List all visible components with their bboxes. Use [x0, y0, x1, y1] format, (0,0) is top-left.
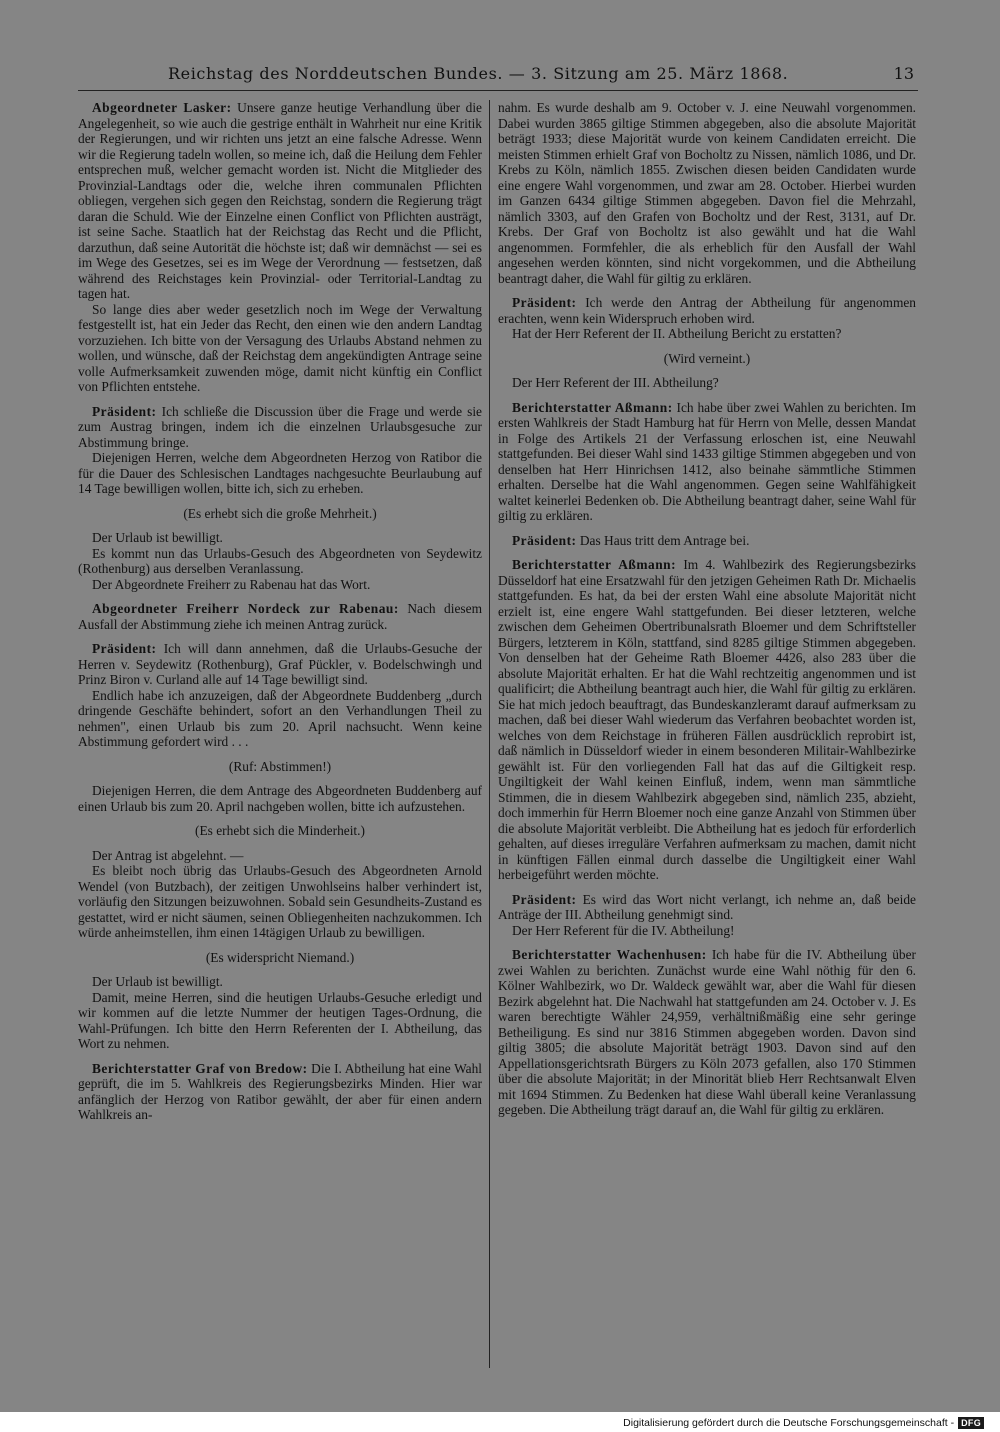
paragraph-text: Der Herr Referent der III. Abtheilung? — [512, 375, 719, 390]
paragraph — [498, 326, 916, 342]
paragraph-text: Der Urlaub ist bewilligt. — [92, 530, 223, 545]
paragraph — [78, 990, 482, 1052]
speaker-name: Berichterstatter Wachenhusen: — [512, 947, 707, 962]
footer-credit — [623, 1417, 984, 1429]
paragraph-text: Ich habe über zwei Wahlen zu berichten. Im ersten Wahlkreis der Stadt Hamburg hat für Herrn von Melle, dessen Mandat in Folge des Artikels 21 der Verfassung erloschen ist, eine Neuwahl stattgefunden. Bei dieser Wahl sind 1433 giltige Stimmen abgegeben und von denselben hat Herr Hinrichsen 1412, also beinahe sämmtliche Stimmen erhalten. Derselbe hat die Wahl angenommen. Gegen seine Wahlfähigkeit waltet keinerlei Bedenken ob. Die Abtheilung beantragt daher, seine Wahl für giltig zu erklären. — [498, 399, 916, 523]
speaker-name: Präsident: — [512, 891, 577, 907]
paragraph — [78, 404, 482, 451]
paragraph-text: Ich werde den Antrag der Abtheilung für angenommen erachten, wenn kein Widerspruch erhoben wird. — [498, 295, 916, 326]
paragraph — [498, 557, 916, 883]
header-title: Reichstag des Norddeutschen Bundes. — 3. Sitzung am 25. März 1868. — [168, 64, 789, 83]
paragraph — [498, 100, 916, 286]
right-text-column — [498, 100, 916, 1118]
paragraph-text: So lange dies aber weder gesetzlich noch im Wege der Verwaltung festgestellt ist, hat ein Jeder das Recht, den einen wie den andern Landtag vorzuziehen. Ich bitte von der Versagung des Urlaubs Abstand nehmen zu wollen, und wünsche, daß der Reichstag dem angekündigten Antrage seine volle Aufmerksamkeit zuwenden möge, damit nicht künftig ein Conflict von Pflichten entstehe. — [78, 301, 482, 394]
paragraph-text: (Ruf: Abstimmen!) — [228, 758, 332, 774]
paragraph — [78, 302, 482, 395]
left-text-column — [78, 100, 482, 1123]
speaker-name: Berichterstatter Graf von Bredow: — [92, 1060, 308, 1076]
column-divider — [489, 100, 490, 1368]
paragraph-text: (Wird verneint.) — [663, 350, 751, 366]
stage-direction — [78, 950, 482, 966]
speaker-name: Präsident: — [512, 295, 577, 310]
paragraph-text: Das Haus tritt dem Antrage bei. — [576, 532, 750, 548]
speaker-name: Abgeordneter Lasker: — [92, 100, 232, 115]
paragraph — [78, 641, 482, 688]
paragraph-text: Der Urlaub ist bewilligt. — [92, 974, 223, 989]
stage-direction — [498, 351, 916, 367]
paragraph-text: Endlich habe ich anzuzeigen, daß der Abgeordnete Buddenberg „durch dringende Geschäfte behindert, sofort an den Verhandlungen Theil zu nehmen", einen Urlaub bis zum 20. April nachsucht. Wenn keine Abstimmung gefordert wird . . . — [78, 687, 482, 749]
footer-text: Digitalisierung gefördert durch die Deutsche Forschungsgemeinschaft - — [623, 1417, 955, 1429]
paragraph-text: nahm. Es wurde deshalb am 9. October v. J. eine Neuwahl vorgenommen. Dabei wurden 3865 giltige Stimmen abgegeben, also die absolute Majorität beträgt 1933; diese Majorität wurde von keinem Candidaten erreicht. Die meisten Stimmen erhielt Graf von Bocholtz zu Nissen, nämlich 1086, und Dr. Krebs zu Köln, nämlich 1855. Zwischen diesen beiden Candidaten wurde eine engere Wahl vorgenommen, und zwar am 28. October. Hierbei wurden im Ganzen 6434 giltige Stimmen abgegeben. Davon fiel die Mehrzahl, nämlich 3303, auf den Grafen von Bocholtz und der Rest, 3131, auf Dr. Krebs. Der Graf von Bocholtz ist also gewählt und hat die Wahl angenommen. Formfehler, die als erheblich für den Ausfall der Wahl angesehen werden könnten, sind nicht vorgekommen, und die Abtheilung beantragt daher, die Wahl für giltig zu erklären. — [498, 100, 916, 286]
paragraph-text: Ich will dann annehmen, daß die Urlaubs-Gesuche der Herren v. Seydewitz (Rothenburg), Graf Pückler, v. Bodelschwingh und Prinz Biron v. Curland alle auf 14 Tage bewilligt sind. — [78, 641, 482, 687]
paragraph-text: Hat der Herr Referent der II. Abtheilung Bericht zu erstatten? — [512, 326, 842, 341]
paragraph-text: Im 4. Wahlbezirk des Regierungsbezirks Düsseldorf hat eine Ersatzwahl für den jetzigen Geheimen Rath Dr. Michaelis stattgefunden. Es hat, da bei der ersten Wahl eine absolute Majorität nicht erzielt ist, eine engere Wahl stattgefunden. Bei dieser letzteren, welche zwischen dem Geheimen Obertribunalsrath Bloemer und dem Schriftsteller Bürgers, letzterem in Köln, stattfand, sind 8285 giltige Stimmen abgegeben. Von denselben hat der Geheime Rath Bloemer 4426, also 283 über die absolute Majorität erhalten. Er hat die Wahl rechtzeitig angenommen und ist qualificirt; die Abtheilung beantragt auch hier, die Wahl für giltig zu erklären. Sie hat mich jedoch beauftragt, das Bundeskanzleramt darauf aufmerksam zu machen, daß bei dieser Wahl wiederum das Verfahren beobachtet worden ist, welches von dem Reichstage in früheren Fällen ausdrücklich reprobirt ist, daß nämlich in Düsseldorf wieder in einem besonderen Militair-Wahlbezirke gewählt ist. Für den vorliegenden Fall hat das auf die Giltigkeit resp. Ungiltigkeit der Wahl keinen Einfluß, indem, wenn man sämmtliche Stimmen, die in diesem Wahlbezirk abgegeben sind, nämlich 235, abzieht, doch immerhin für Herrn Bloemer noch eine ganze Anzahl von Stimmen über die absolute Majorität verbleibt. Die Abtheilung hat es jedoch für erforderlich gehalten, auf dieses irreguläre Verfahren aufmerksam zu machen, damit nicht in künftigen Fällen einmal durch dasselbe die Ungiltigkeit einer Wahl herbeigeführt werden möchte. — [498, 557, 916, 882]
paragraph-text: Unsere ganze heutige Verhandlung über die Angelegenheit, so wie auch die gestrige enthält in Wahrheit nur eine Kritik der Regierungen, und wir richten uns jetzt an eine falsche Adresse. Wenn wir die Regierung tadeln wollen, so meine ich, daß die Heilung dem Fehler entsprechen muß, welcher gemacht worden ist. Nicht die Mitglieder des Provinzial-Landtags oder die, welche ihren communalen Pflichten obliegen, vergehen sich gegen den Reichstag, sondern die Regierung trägt daran die Schuld. Wie der Einzelne einen Conflict von Pflichten austrägt, ist seine Sache. Staatlich hat der Reichstag das Recht und die Pflicht, darzuthun, daß seine Autorität die höchste ist; daß wir demnächst — sei es im Wege des Gesetzes, sei es im Wege der Verordnung — festsetzen, daß während des Reichstages kein Provinzial- oder Territorial-Landtag zu tagen hat. — [78, 100, 482, 301]
speaker-name: Präsident: — [512, 532, 577, 548]
paragraph-text: Es kommt nun das Urlaubs-Gesuch des Abgeordneten von Seydewitz (Rothenburg) aus derselben Veranlassung. — [78, 545, 482, 576]
paragraph-text: Ich schließe die Discussion über die Frage und werde sie zum Austrag bringen, indem ich die einzelnen Urlaubsgesuche zur Abstimmung bringe. — [78, 403, 482, 450]
paragraph-text: (Es erhebt sich die Minderheit.) — [195, 823, 365, 838]
paragraph-text: Ich habe für die IV. Abtheilung über zwei Wahlen zu berichten. Zunächst wurde eine Wahl nöthig für den 6. Kölner Wahlbezirk, wo Dr. Waldeck gewählt war, aber die Wahl für diesen Bezirk abgelehnt hat. Die Nachwahl hat stattgefunden am 24. October v. J. Es waren berechtigte Wähler 24,959, verhältnißmäßig eine sehr geringe Betheiligung. Es sind nur 3816 Stimmen abgegeben worden. Davon sind giltig 3805; die absolute Majorität beträgt 1903. Davon sind auf den Appellationsgerichtsrath Bürgers zu Köln 2073 gefallen, also 170 Stimmen über die absolute Majorität; in der Minorität blieb Herr Rechtsanwalt Elven mit 1694 Stimmen. Zu Bedenken hat diese Wahl überall keine Veranlassung gegeben. Die Abtheilung trägt darauf an, die Wahl für giltig zu erklären. — [498, 947, 916, 1117]
paragraph-text: Es wird das Wort nicht verlangt, ich nehme an, daß beide Anträge der III. Abtheilung genehmigt sind. — [498, 891, 916, 922]
paragraph — [78, 601, 482, 632]
paragraph — [498, 947, 916, 1118]
speaker-name: Abgeordneter Freiherr Nordeck zur Rabenau: — [92, 601, 399, 616]
speaker-name: Präsident: — [92, 641, 157, 656]
paragraph-text: Der Antrag ist abgelehnt. — — [92, 847, 244, 863]
paragraph-text: Diejenigen Herren, welche dem Abgeordneten Herzog von Ratibor die für die Dauer des Schlesischen Landtages nachgesuchte Beurlaubung auf 14 Tage bewilligen wollen, bitte ich, sich zu erheben. — [78, 450, 482, 496]
dfg-logo: DFG — [958, 1417, 984, 1429]
paragraph-text: Nach diesem Ausfall der Abstimmung ziehe ich meinen Antrag zurück. — [78, 601, 482, 632]
speaker-name: Berichterstatter Aßmann: — [512, 399, 673, 415]
stage-direction — [78, 759, 482, 775]
paragraph-text: (Es erhebt sich die große Mehrheit.) — [183, 505, 377, 521]
running-header — [78, 60, 918, 91]
paragraph — [498, 892, 916, 923]
stage-direction — [78, 823, 482, 839]
paragraph — [78, 100, 482, 302]
speaker-name: Präsident: — [92, 403, 157, 419]
paragraph-text: Es bleibt noch übrig das Urlaubs-Gesuch des Abgeordneten Arnold Wendel (von Butzbach), der zeitigen Unwohlseins halber verhindert ist, vorläufig den Sitzungen beizuwohnen. Sobald sein Gesundheits-Zustand es gestattet, wird er nicht säumen, seinen Obliegenheiten nachzukommen. Ich würde anheimstellen, ihm einen 14tägigen Urlaub zu bewilligen. — [78, 863, 482, 940]
paragraph — [78, 688, 482, 750]
paragraph — [78, 848, 482, 864]
paragraph — [78, 450, 482, 497]
paragraph-text: Der Abgeordnete Freiherr zu Rabenau hat das Wort. — [92, 576, 371, 592]
page-number: 13 — [893, 64, 914, 83]
paragraph — [498, 375, 916, 391]
paragraph — [78, 863, 482, 941]
stage-direction — [78, 506, 482, 522]
paragraph-text: Der Herr Referent für die IV. Abtheilung! — [512, 922, 735, 938]
paragraph — [78, 546, 482, 577]
paragraph-text: Diejenigen Herren, die dem Antrage des Abgeordneten Buddenberg auf einen Urlaub bis zum 20. April nachgeben wollen, bitte ich aufzustehen. — [78, 783, 482, 814]
speaker-name: Berichterstatter Aßmann: — [512, 557, 677, 572]
paragraph — [78, 974, 482, 990]
paragraph-text: Die I. Abtheilung hat eine Wahl geprüft, die im 5. Wahlkreis des Regierungsbezirks Minden. Hier war anfänglich der Herzog von Ratibor gewählt, der aber für einen andern Wahlkreis an- — [78, 1060, 482, 1122]
paragraph — [78, 577, 482, 593]
paragraph — [498, 533, 916, 549]
paragraph-text: (Es widerspricht Niemand.) — [205, 949, 355, 965]
paragraph — [498, 295, 916, 326]
paragraph — [498, 923, 916, 939]
paragraph — [498, 400, 916, 524]
paragraph — [78, 783, 482, 814]
paragraph — [78, 1061, 482, 1123]
paragraph-text: Damit, meine Herren, sind die heutigen Urlaubs-Gesuche erledigt und wir kommen auf die letzte Nummer der heutigen Tages-Ordnung, die Wahl-Prüfungen. Ich bitte den Herrn Referenten der I. Abtheilung, das Wort zu nehmen. — [78, 989, 482, 1051]
paragraph — [78, 530, 482, 546]
